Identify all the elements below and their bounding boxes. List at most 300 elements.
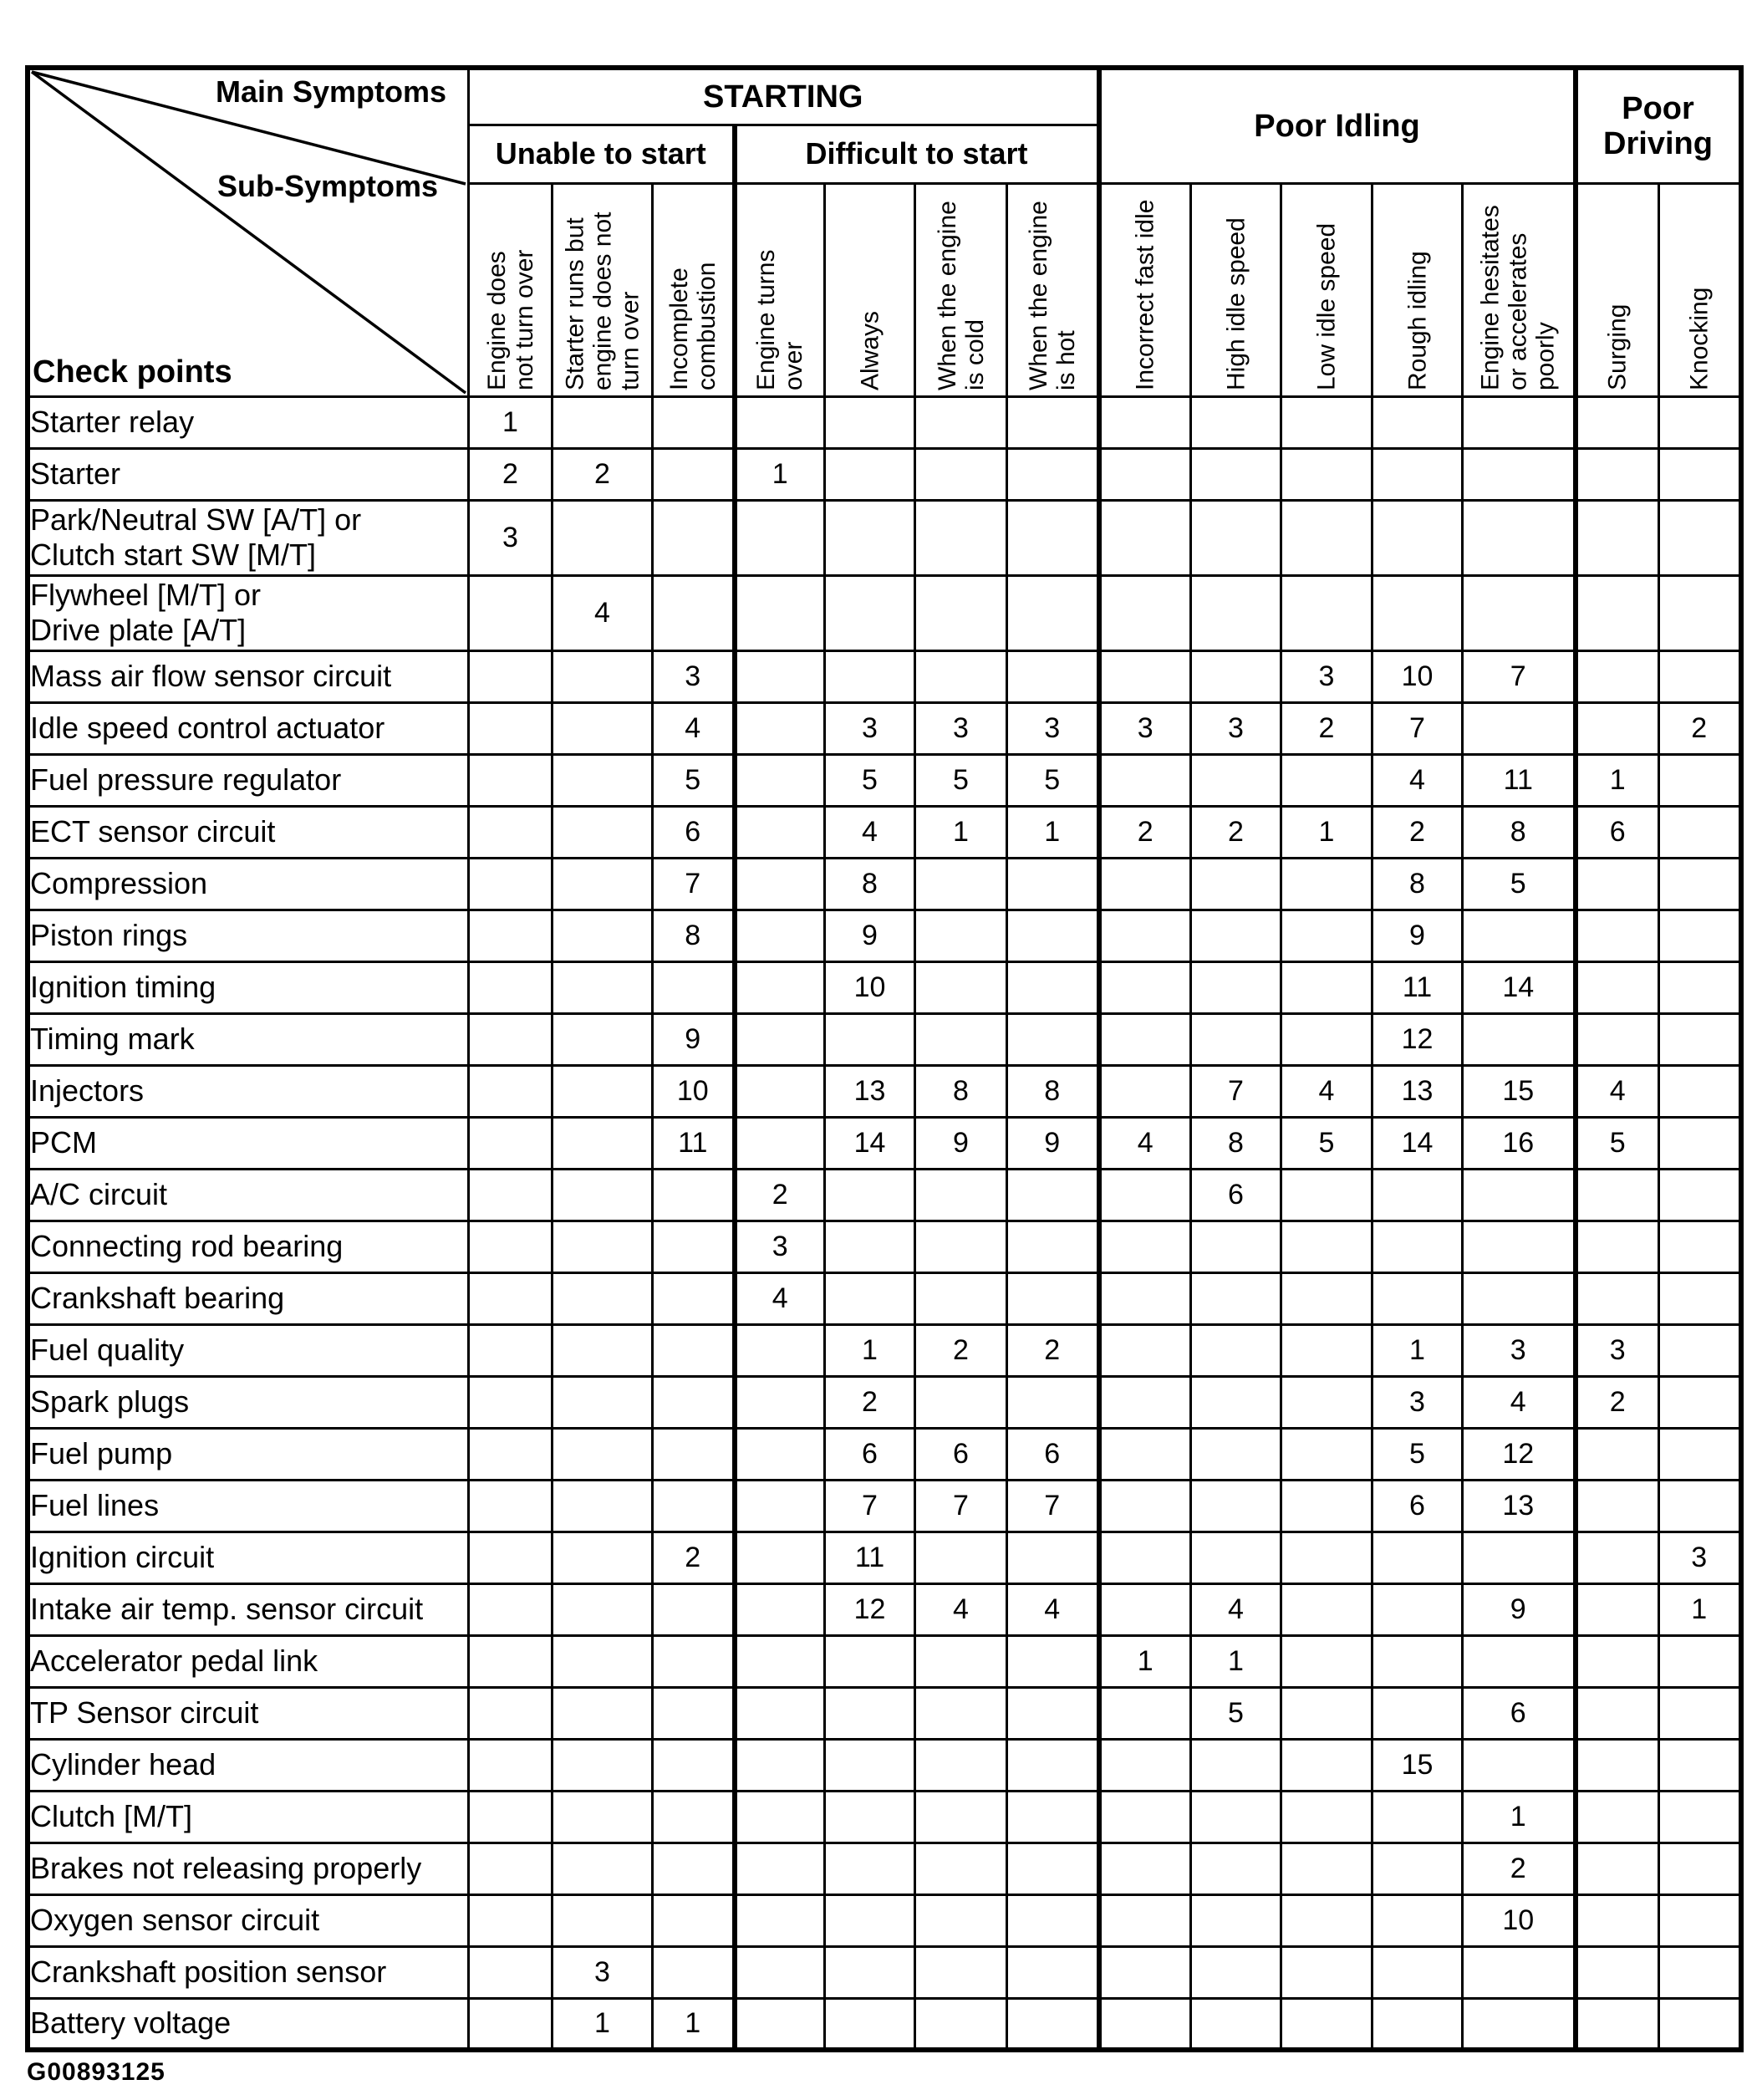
matrix-cell [1281, 754, 1372, 806]
check-point-label: Clutch [M/T] [28, 1791, 469, 1843]
sub-symptom-column-header [1191, 183, 1281, 396]
check-point-label: A/C circuit [28, 1169, 469, 1221]
matrix-cell [915, 396, 1007, 448]
check-point-row [28, 910, 1741, 961]
matrix-cell [653, 961, 735, 1013]
matrix-cell [553, 702, 653, 754]
matrix-cell [1099, 1532, 1191, 1583]
matrix-cell [735, 650, 825, 702]
check-point-row [28, 858, 1741, 910]
matrix-cell [735, 1324, 825, 1376]
matrix-cell: 5 [915, 754, 1007, 806]
matrix-cell [825, 650, 915, 702]
matrix-cell [1281, 500, 1372, 575]
matrix-cell [653, 1687, 735, 1739]
matrix-cell [1372, 1583, 1463, 1635]
matrix-cell: 2 [915, 1324, 1007, 1376]
rotated-column-label: Engine hesitates or accelerates poorly [1476, 204, 1560, 390]
matrix-cell [1191, 1739, 1281, 1791]
matrix-cell: 9 [915, 1117, 1007, 1169]
matrix-cell [653, 1480, 735, 1532]
matrix-cell [1372, 396, 1463, 448]
rotated-column-label: Low idle speed [1312, 222, 1341, 390]
matrix-cell [1281, 1169, 1372, 1221]
matrix-cell [553, 1169, 653, 1221]
matrix-cell [1463, 1532, 1576, 1583]
matrix-cell [469, 1532, 553, 1583]
matrix-cell: 5 [1463, 858, 1576, 910]
matrix-cell [1463, 910, 1576, 961]
matrix-cell [1191, 858, 1281, 910]
matrix-cell [1576, 500, 1659, 575]
matrix-cell: 2 [1576, 1376, 1659, 1428]
matrix-cell [469, 702, 553, 754]
matrix-cell [1659, 650, 1741, 702]
matrix-cell [553, 910, 653, 961]
matrix-cell [1281, 858, 1372, 910]
matrix-cell: 6 [825, 1428, 915, 1480]
matrix-cell [1372, 1843, 1463, 1894]
matrix-cell: 1 [1191, 1635, 1281, 1687]
matrix-cell [1576, 448, 1659, 500]
matrix-cell [915, 1272, 1007, 1324]
matrix-cell [1099, 1998, 1191, 2050]
matrix-cell [469, 1739, 553, 1791]
matrix-cell: 3 [1191, 702, 1281, 754]
matrix-cell [1191, 1428, 1281, 1480]
matrix-cell [1576, 1687, 1659, 1739]
matrix-cell [553, 1791, 653, 1843]
rotated-column-label: Incorrect fast idle [1131, 199, 1159, 390]
rotated-column-label: Always [856, 310, 884, 390]
matrix-cell [1659, 1480, 1741, 1532]
matrix-cell [1007, 1376, 1099, 1428]
sub-symptom-column-header [1372, 183, 1463, 396]
check-point-label: Cylinder head [28, 1739, 469, 1791]
matrix-cell [553, 1272, 653, 1324]
matrix-cell [1007, 1635, 1099, 1687]
matrix-cell [1281, 1272, 1372, 1324]
matrix-cell [1576, 396, 1659, 448]
matrix-cell: 3 [735, 1221, 825, 1272]
matrix-cell: 5 [653, 754, 735, 806]
matrix-cell: 3 [1372, 1376, 1463, 1428]
matrix-cell [469, 1221, 553, 1272]
matrix-cell [469, 1894, 553, 1946]
matrix-cell [1576, 858, 1659, 910]
matrix-cell: 3 [653, 650, 735, 702]
sub-group-header: Unable to start [469, 125, 735, 183]
matrix-cell: 12 [1372, 1013, 1463, 1065]
matrix-cell [1576, 1946, 1659, 1998]
check-point-row [28, 702, 1741, 754]
matrix-cell [1191, 754, 1281, 806]
matrix-cell [1659, 1894, 1741, 1946]
matrix-cell [653, 448, 735, 500]
check-point-label: Connecting rod bearing [28, 1221, 469, 1272]
matrix-cell [825, 1739, 915, 1791]
matrix-cell [469, 1169, 553, 1221]
diagnostic-symptom-table [25, 65, 1744, 2052]
matrix-cell: 1 [653, 1998, 735, 2050]
matrix-cell [1659, 1687, 1741, 1739]
matrix-cell [735, 1946, 825, 1998]
matrix-cell [1281, 1013, 1372, 1065]
matrix-cell [1372, 1532, 1463, 1583]
matrix-cell [1659, 1843, 1741, 1894]
check-point-row [28, 1998, 1741, 2050]
check-point-row [28, 1065, 1741, 1117]
matrix-cell [915, 1894, 1007, 1946]
matrix-cell: 8 [1191, 1117, 1281, 1169]
check-point-label: Piston rings [28, 910, 469, 961]
matrix-cell [1659, 1739, 1741, 1791]
main-symptom-group-header: Poor Idling [1099, 68, 1576, 183]
sub-symptom-column-header [1463, 183, 1576, 396]
matrix-cell [1576, 1739, 1659, 1791]
matrix-cell [735, 1635, 825, 1687]
matrix-cell [1576, 1221, 1659, 1272]
matrix-cell [915, 1946, 1007, 1998]
matrix-cell: 1 [1281, 806, 1372, 858]
matrix-cell [1659, 858, 1741, 910]
matrix-cell [469, 1013, 553, 1065]
matrix-cell [653, 1272, 735, 1324]
matrix-cell [469, 1376, 553, 1428]
matrix-cell [1007, 396, 1099, 448]
matrix-cell [915, 575, 1007, 650]
matrix-cell: 3 [825, 702, 915, 754]
matrix-cell [1281, 396, 1372, 448]
matrix-cell [825, 1894, 915, 1946]
matrix-cell: 7 [825, 1480, 915, 1532]
matrix-cell [553, 754, 653, 806]
matrix-cell [1576, 1480, 1659, 1532]
diagonal-divider-lines [30, 70, 467, 395]
matrix-cell [1659, 1065, 1741, 1117]
matrix-cell [1281, 1739, 1372, 1791]
matrix-cell [469, 1998, 553, 2050]
matrix-cell [1576, 1791, 1659, 1843]
matrix-cell [1659, 1013, 1741, 1065]
check-point-row [28, 1894, 1741, 1946]
matrix-cell [553, 1221, 653, 1272]
matrix-cell: 2 [1372, 806, 1463, 858]
check-point-label: Compression [28, 858, 469, 910]
matrix-cell: 1 [1099, 1635, 1191, 1687]
matrix-cell [1659, 448, 1741, 500]
matrix-cell: 8 [825, 858, 915, 910]
check-point-row [28, 1946, 1741, 1998]
matrix-cell: 10 [825, 961, 915, 1013]
matrix-cell [1372, 1946, 1463, 1998]
matrix-cell [469, 1272, 553, 1324]
matrix-cell: 1 [1372, 1324, 1463, 1376]
rotated-column-label: Engine does not turn over [482, 249, 538, 390]
matrix-cell [553, 1013, 653, 1065]
matrix-cell [1007, 1998, 1099, 2050]
check-point-row [28, 961, 1741, 1013]
rotated-column-label: Engine turns over [752, 249, 808, 390]
matrix-cell [1463, 396, 1576, 448]
matrix-cell [469, 1843, 553, 1894]
matrix-cell [1372, 500, 1463, 575]
matrix-cell [1099, 1894, 1191, 1946]
matrix-cell [553, 858, 653, 910]
matrix-cell [915, 1739, 1007, 1791]
matrix-cell [915, 1221, 1007, 1272]
check-point-label: TP Sensor circuit [28, 1687, 469, 1739]
matrix-cell: 4 [553, 575, 653, 650]
matrix-cell [1659, 1946, 1741, 1998]
matrix-cell: 3 [915, 702, 1007, 754]
matrix-cell [553, 806, 653, 858]
matrix-cell [1191, 1998, 1281, 2050]
matrix-cell: 13 [825, 1065, 915, 1117]
matrix-cell [735, 1428, 825, 1480]
matrix-cell [735, 1739, 825, 1791]
matrix-cell [1372, 1272, 1463, 1324]
matrix-cell: 2 [653, 1532, 735, 1583]
matrix-cell [553, 1894, 653, 1946]
matrix-cell: 15 [1463, 1065, 1576, 1117]
matrix-cell [469, 1480, 553, 1532]
matrix-cell [469, 1583, 553, 1635]
matrix-cell [1007, 961, 1099, 1013]
matrix-cell: 5 [1576, 1117, 1659, 1169]
matrix-cell: 6 [1576, 806, 1659, 858]
matrix-cell: 3 [1007, 702, 1099, 754]
matrix-cell [1099, 448, 1191, 500]
matrix-cell [1099, 1428, 1191, 1480]
matrix-cell: 10 [1463, 1894, 1576, 1946]
matrix-cell [735, 754, 825, 806]
matrix-cell [1099, 1583, 1191, 1635]
matrix-cell [1659, 1428, 1741, 1480]
matrix-cell: 2 [553, 448, 653, 500]
matrix-cell [825, 575, 915, 650]
sub-symptom-column-header [735, 183, 825, 396]
check-point-label: Fuel pressure regulator [28, 754, 469, 806]
matrix-cell [1007, 448, 1099, 500]
matrix-cell: 4 [1372, 754, 1463, 806]
matrix-cell [1281, 1946, 1372, 1998]
matrix-cell [469, 858, 553, 910]
check-point-label: Brakes not releasing properly [28, 1843, 469, 1894]
matrix-cell: 2 [1281, 702, 1372, 754]
matrix-cell: 5 [1281, 1117, 1372, 1169]
main-symptom-group-header: Poor Driving [1576, 68, 1741, 183]
matrix-cell: 10 [653, 1065, 735, 1117]
matrix-cell [553, 1376, 653, 1428]
matrix-cell [1659, 1169, 1741, 1221]
sub-symptom-column-header [653, 183, 735, 396]
matrix-cell [1576, 1583, 1659, 1635]
matrix-cell: 4 [1463, 1376, 1576, 1428]
matrix-cell: 9 [825, 910, 915, 961]
matrix-cell [1372, 575, 1463, 650]
matrix-cell [1659, 1221, 1741, 1272]
matrix-cell [1191, 961, 1281, 1013]
matrix-cell: 1 [1576, 754, 1659, 806]
matrix-cell [1659, 500, 1741, 575]
check-point-label: Ignition timing [28, 961, 469, 1013]
matrix-cell: 1 [1007, 806, 1099, 858]
matrix-cell [915, 1013, 1007, 1065]
matrix-cell [1576, 1894, 1659, 1946]
matrix-cell [1372, 1894, 1463, 1946]
matrix-cell [1281, 1221, 1372, 1272]
matrix-cell: 6 [653, 806, 735, 858]
matrix-cell [1659, 575, 1741, 650]
matrix-cell [1372, 448, 1463, 500]
matrix-cell: 1 [825, 1324, 915, 1376]
rotated-column-label: High idle speed [1222, 217, 1250, 390]
matrix-cell [1099, 1739, 1191, 1791]
matrix-cell [735, 910, 825, 961]
sub-symptom-column-header [553, 183, 653, 396]
matrix-cell [1281, 575, 1372, 650]
check-point-row [28, 1480, 1741, 1532]
matrix-cell [653, 1221, 735, 1272]
rotated-column-label: Incomplete combustion [665, 262, 721, 390]
matrix-cell [1007, 1739, 1099, 1791]
check-point-row [28, 1635, 1741, 1687]
matrix-cell: 5 [1372, 1428, 1463, 1480]
matrix-cell [1281, 1428, 1372, 1480]
matrix-cell [915, 1998, 1007, 2050]
sub-symptom-column-header [1576, 183, 1659, 396]
matrix-cell [1281, 1687, 1372, 1739]
matrix-cell: 2 [1659, 702, 1741, 754]
matrix-cell [653, 1894, 735, 1946]
matrix-cell [1281, 1894, 1372, 1946]
matrix-cell: 8 [653, 910, 735, 961]
matrix-cell [825, 1221, 915, 1272]
matrix-cell: 4 [1281, 1065, 1372, 1117]
matrix-cell [1007, 1894, 1099, 1946]
main-symptom-group-header: STARTING [469, 68, 1099, 125]
matrix-cell [1281, 1376, 1372, 1428]
matrix-cell: 5 [825, 754, 915, 806]
check-point-label: Fuel pump [28, 1428, 469, 1480]
matrix-cell: 4 [1191, 1583, 1281, 1635]
matrix-cell [825, 1998, 915, 2050]
matrix-cell [1191, 1791, 1281, 1843]
matrix-cell: 5 [1191, 1687, 1281, 1739]
matrix-cell [553, 1583, 653, 1635]
matrix-cell: 11 [1372, 961, 1463, 1013]
matrix-cell: 2 [1463, 1843, 1576, 1894]
matrix-cell [1659, 1324, 1741, 1376]
matrix-cell [1281, 448, 1372, 500]
matrix-cell [735, 1532, 825, 1583]
matrix-cell [469, 1117, 553, 1169]
matrix-cell: 14 [825, 1117, 915, 1169]
matrix-cell [1007, 1843, 1099, 1894]
sub-symptom-column-header [1099, 183, 1191, 396]
matrix-cell [469, 1946, 553, 1998]
matrix-cell [1659, 961, 1741, 1013]
rotated-column-label: When the engine is cold [933, 200, 989, 390]
matrix-cell [1659, 806, 1741, 858]
check-points-label: Check points [33, 354, 232, 390]
matrix-cell: 16 [1463, 1117, 1576, 1169]
matrix-cell [653, 1169, 735, 1221]
matrix-cell [915, 448, 1007, 500]
matrix-cell: 4 [825, 806, 915, 858]
matrix-cell [469, 1687, 553, 1739]
check-point-label: Oxygen sensor circuit [28, 1894, 469, 1946]
matrix-cell [1576, 961, 1659, 1013]
matrix-cell: 7 [1191, 1065, 1281, 1117]
check-point-label: Battery voltage [28, 1998, 469, 2050]
matrix-cell [735, 1791, 825, 1843]
matrix-cell [915, 1635, 1007, 1687]
check-point-row [28, 1739, 1741, 1791]
matrix-cell [735, 806, 825, 858]
matrix-cell [1372, 1791, 1463, 1843]
matrix-cell [1099, 500, 1191, 575]
matrix-cell [469, 754, 553, 806]
matrix-cell: 11 [653, 1117, 735, 1169]
matrix-cell [1007, 1687, 1099, 1739]
check-point-row [28, 1791, 1741, 1843]
check-point-row [28, 1583, 1741, 1635]
rotated-column-label: When the engine is hot [1024, 200, 1080, 390]
matrix-cell [1099, 396, 1191, 448]
sub-symptom-column-header [1659, 183, 1741, 396]
matrix-cell [1576, 575, 1659, 650]
matrix-cell [653, 1843, 735, 1894]
matrix-cell: 2 [1191, 806, 1281, 858]
matrix-cell [1659, 910, 1741, 961]
matrix-cell [1099, 1272, 1191, 1324]
matrix-cell [915, 1687, 1007, 1739]
check-point-row [28, 1376, 1741, 1428]
check-point-row [28, 500, 1741, 575]
check-point-row [28, 1272, 1741, 1324]
matrix-cell: 1 [469, 396, 553, 448]
matrix-cell [1099, 1791, 1191, 1843]
matrix-cell [553, 1635, 653, 1687]
check-point-row [28, 806, 1741, 858]
matrix-cell [1191, 500, 1281, 575]
matrix-cell [653, 1635, 735, 1687]
matrix-cell [469, 1428, 553, 1480]
matrix-cell [915, 961, 1007, 1013]
check-point-row [28, 1013, 1741, 1065]
check-point-row [28, 754, 1741, 806]
matrix-cell [825, 1946, 915, 1998]
figure-code: G00893125 [27, 2058, 166, 2086]
matrix-cell: 11 [825, 1532, 915, 1583]
matrix-cell [1463, 1272, 1576, 1324]
matrix-cell [1191, 1946, 1281, 1998]
matrix-cell [1099, 1376, 1191, 1428]
matrix-cell [1281, 1324, 1372, 1376]
matrix-cell: 3 [469, 500, 553, 575]
matrix-cell: 2 [1099, 806, 1191, 858]
matrix-cell: 15 [1372, 1739, 1463, 1791]
matrix-cell: 8 [915, 1065, 1007, 1117]
matrix-cell [825, 1169, 915, 1221]
check-point-label: Starter [28, 448, 469, 500]
check-point-row [28, 1169, 1741, 1221]
matrix-cell: 7 [915, 1480, 1007, 1532]
check-point-row [28, 1532, 1741, 1583]
matrix-cell [735, 396, 825, 448]
